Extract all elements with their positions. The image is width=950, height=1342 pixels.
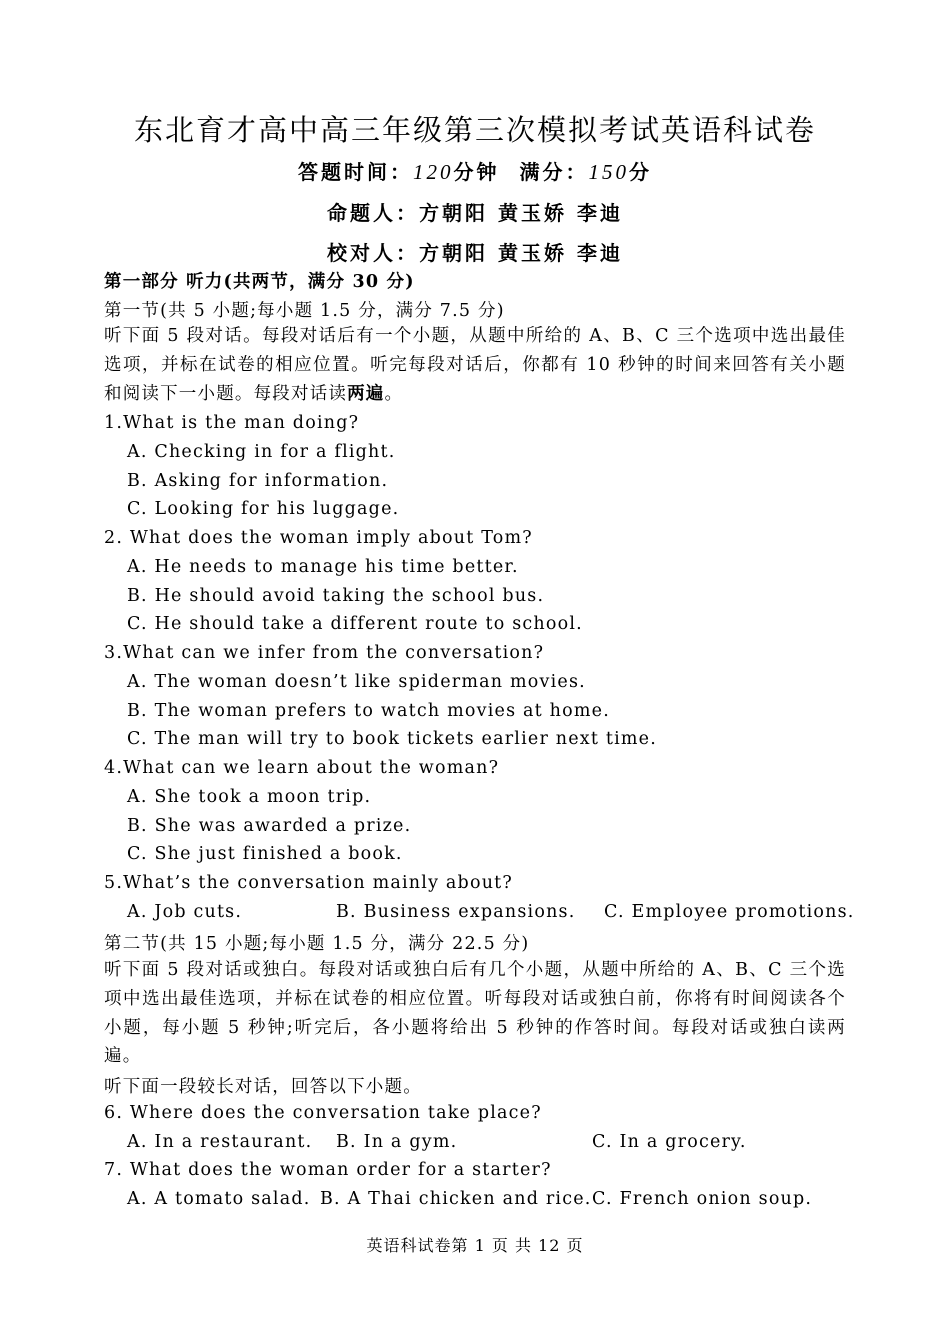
section2-prompt: 听下面一段较长对话，回答以下小题。 — [104, 1077, 422, 1097]
q1-option-b: B. Asking for information. — [127, 471, 389, 491]
q2-option-b: B. He should avoid taking the school bus. — [127, 586, 545, 606]
exam-time-label: 答题时间： — [298, 160, 414, 184]
section1-instructions-emphasis: 两遍 — [347, 383, 385, 404]
q4-option-a: A. She took a moon trip. — [127, 787, 372, 807]
setters-line: 命题人：方朝阳 黄玉娇 李迪 — [327, 201, 623, 225]
proofreaders-line: 校对人：方朝阳 黄玉娇 李迪 — [327, 241, 623, 265]
question-2: 2. What does the woman imply about Tom? — [104, 528, 533, 548]
q2-option-c: C. He should take a different route to school. — [127, 614, 583, 634]
q5-option-c: C. Employee promotions. — [604, 902, 855, 922]
question-4: 4.What can we learn about the woman? — [104, 758, 500, 778]
section1-instructions-end: 。 — [384, 383, 404, 404]
exam-minutes: 120 — [413, 160, 454, 184]
q7-option-b: B. A Thai chicken and rice. — [320, 1189, 592, 1209]
exam-time-line — [0, 156, 950, 185]
exam-score-unit: 分 — [628, 160, 652, 184]
page-footer: 英语科试卷第 1 页 共 12 页 — [366, 1236, 584, 1255]
q7-option-a: A. A tomato salad. — [127, 1189, 311, 1209]
question-1: 1.What is the man doing? — [104, 413, 360, 433]
q4-option-c: C. She just finished a book. — [127, 844, 403, 864]
section2-instructions: 听下面 5 段对话或独白。每段对话或独白后有几个小题，从题中所给的 A、B、C 三个选项中选出最佳选项，并标在试卷的相应位置。听每段对话或独白前，你将有时间阅读各个小题，每小题 5 秒钟;听完后，各小题将给出 5 秒钟的作答时间。每段对话或独白读两遍。 — [104, 960, 846, 1067]
q4-option-b: B. She was awarded a prize. — [127, 816, 412, 836]
exam-title: 东北育才高中高三年级第三次模拟考试英语科试卷 — [133, 113, 816, 147]
exam-score-label: 满分： — [519, 160, 589, 184]
section1-instructions-text: 听下面 5 段对话。每段对话后有一个小题，从题中所给的 A、B、C 三个选项中选出最佳选项，并标在试卷的相应位置。听完每段对话后，你都有 10 秒钟的时间来回答有关小题和阅读下一小题。每段对话读 — [104, 326, 846, 404]
q3-option-b: B. The woman prefers to watch movies at home. — [127, 701, 610, 721]
q5-option-a: A. Job cuts. — [127, 902, 243, 922]
q6-option-a: A. In a restaurant. — [127, 1132, 313, 1152]
section1-heading: 第一节(共 5 小题;每小题 1.5 分，满分 7.5 分) — [104, 301, 505, 321]
part1-heading: 第一部分 听力(共两节，满分 30 分) — [104, 272, 415, 292]
section1-instructions — [104, 322, 846, 408]
question-7: 7. What does the woman order for a starter? — [104, 1160, 552, 1180]
q2-option-a: A. He needs to manage his time better. — [127, 557, 519, 577]
question-3: 3.What can we infer from the conversation? — [104, 643, 545, 663]
exam-score: 150 — [588, 160, 629, 184]
q3-option-a: A. The woman doesn’t like spiderman movies. — [127, 672, 586, 692]
q1-option-a: A. Checking in for a flight. — [127, 442, 396, 462]
section2-heading: 第二节(共 15 小题;每小题 1.5 分，满分 22.5 分) — [104, 934, 530, 954]
q7-option-c: C. French onion soup. — [592, 1189, 813, 1209]
q3-option-c: C. The man will try to book tickets earlier next time. — [127, 729, 658, 749]
q1-option-c: C. Looking for his luggage. — [127, 499, 400, 519]
question-6: 6. Where does the conversation take place? — [104, 1103, 542, 1123]
exam-minutes-unit: 分钟 — [453, 160, 500, 184]
question-5: 5.What’s the conversation mainly about? — [104, 873, 513, 893]
q6-option-b: B. In a gym. — [336, 1132, 458, 1152]
q5-option-b: B. Business expansions. — [336, 902, 576, 922]
q6-option-c: C. In a grocery. — [592, 1132, 747, 1152]
